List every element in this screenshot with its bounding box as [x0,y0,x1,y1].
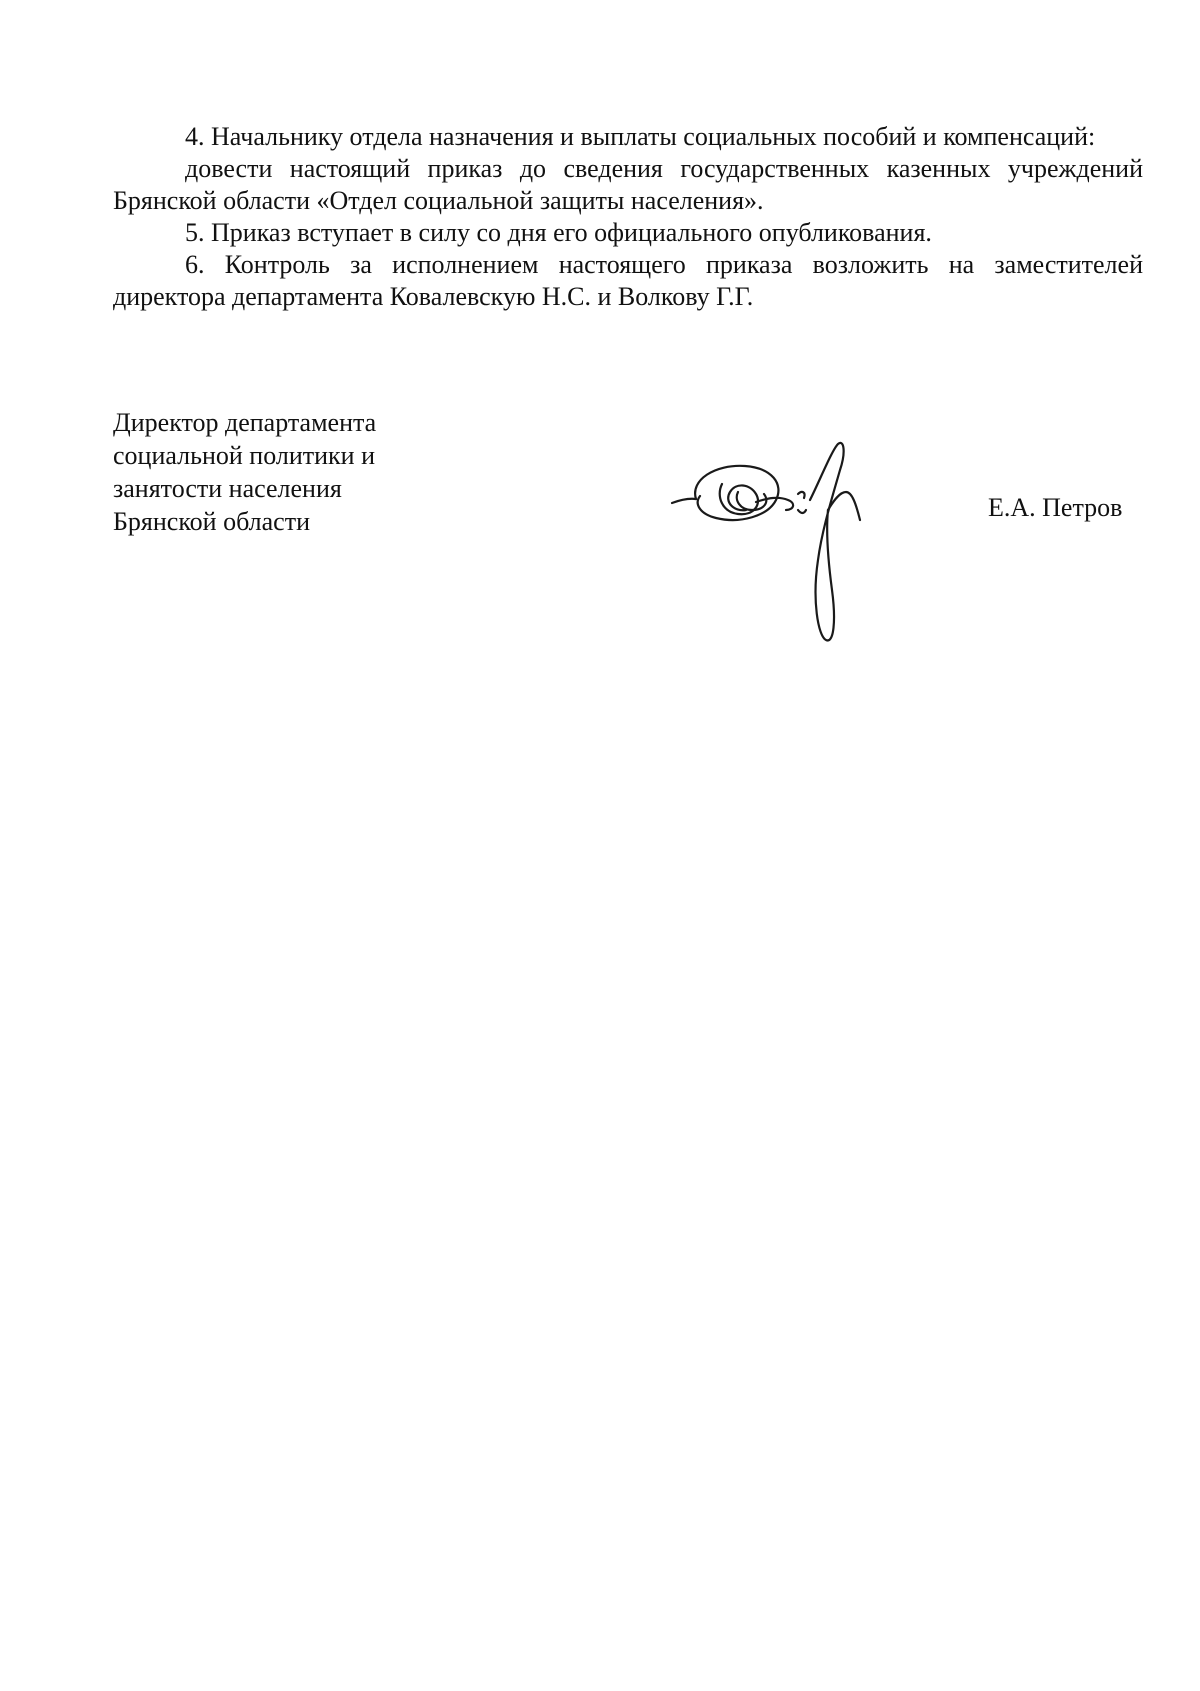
handwritten-signature-icon [660,440,900,645]
signatory-line: Директор департамента [113,408,377,437]
paragraph-item-4: 4. Начальнику отдела назначения и выплаты социальных пособий и компенсаций: [185,122,1096,151]
signatory-position [113,406,553,538]
signatory-line: занятости населения [113,474,342,503]
signer-name: Е.А. Петров [988,493,1123,522]
signatory-line: Брянской области [113,507,310,536]
paragraph-item-5: 5. Приказ вступает в силу со дня его официального опубликования. [185,218,932,247]
signatory-line: социальной политики и [113,441,375,470]
order-body [113,121,1143,313]
paragraph-item-4-detail: довести настоящий приказ до сведения государственных казенных учреждений Брянской области «Отдел социальной защиты населения». [113,154,1143,215]
paragraph-item-6: 6. Контроль за исполнением настоящего приказа возложить на заместителей директора департамента Ковалевскую Н.С. и Волкову Г.Г. [113,250,1143,311]
